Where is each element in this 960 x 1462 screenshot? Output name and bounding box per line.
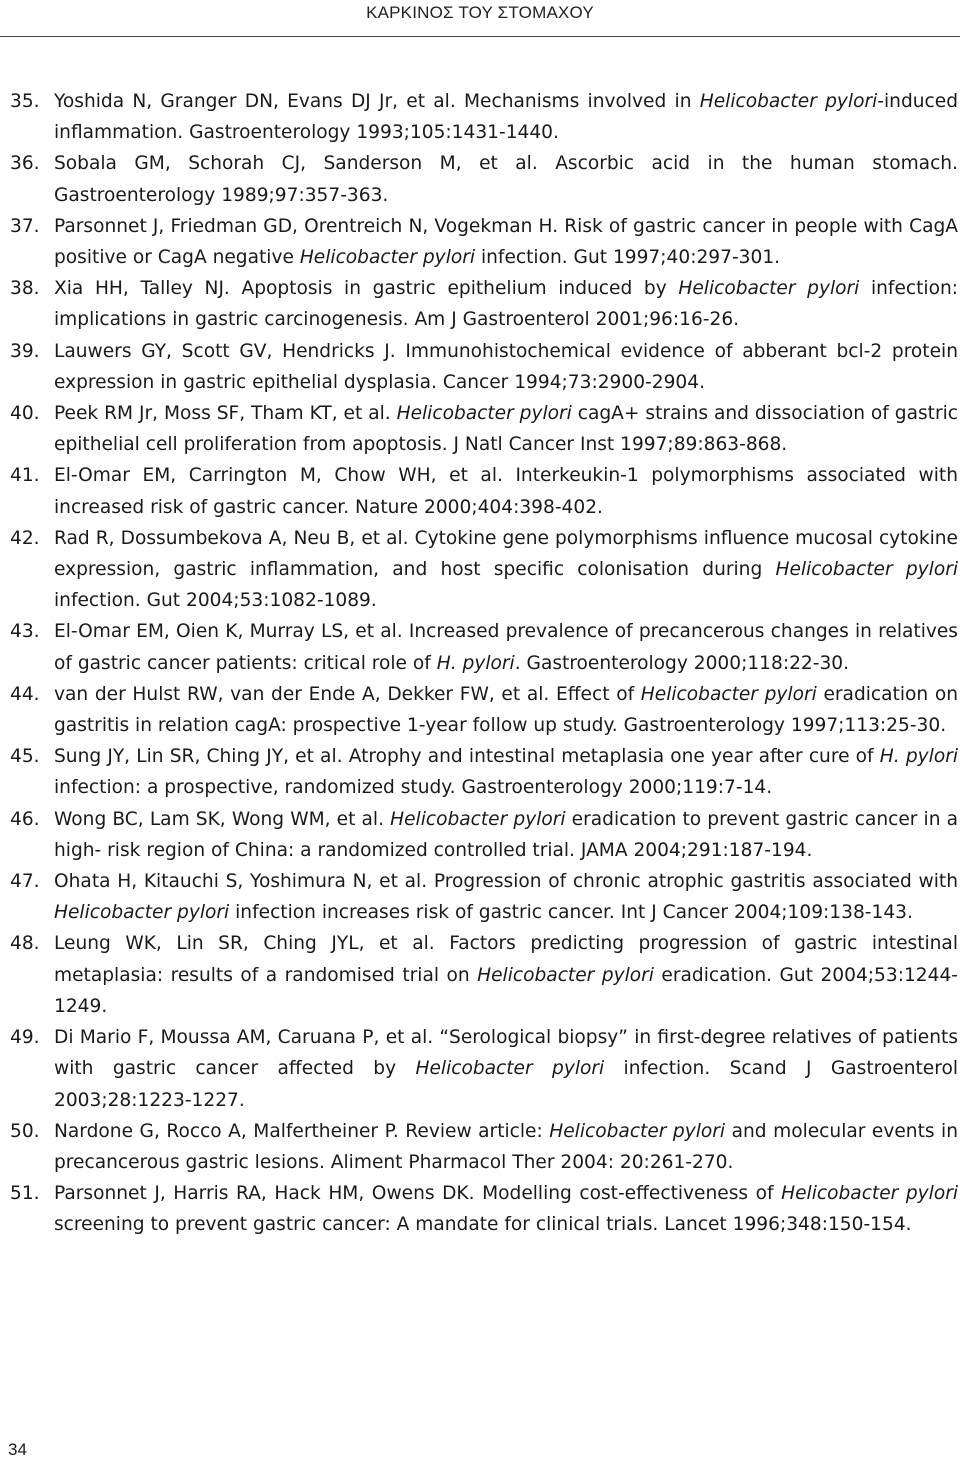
reference-italic-text: Helicobacter pylori [477,964,654,986]
reference-item [10,804,958,866]
reference-text: Ohata H, Kitauchi S, Yoshimura N, et al. Progression of chronic atrophic gastritis associated with [54,871,958,893]
reference-item [10,616,958,678]
reference-item [10,1022,958,1116]
reference-italic-text: Helicobacter pylori [781,1183,959,1205]
reference-number: 38. [10,278,40,300]
reference-text: and molecular events in precancerous gastric lesions. Aliment Pharmacol Ther 2004: 20:261-270. [54,1120,959,1173]
running-header: ΚΑΡΚΙΝΟΣ ΤΟΥ ΣΤΟΜΑΧΟΥ [366,3,594,22]
reference-text: van der Hulst RW, van der Ende A, Dekker FW, et al. Effect of [54,683,641,705]
reference-item [10,928,958,1022]
reference-text: Parsonnet J, Friedman GD, Orentreich N, Vogekman H. Risk of gastric cancer in people with CagA positive or CagA negative [54,215,958,269]
reference-text: infection. Gut 2004;53:1082-1089. [54,590,377,612]
reference-text: Lauwers GY, Scott GV, Hendricks J. Immunohistochemical evidence of abberant bcl-2 protein expression in gastric epithelial dysplasia. Cancer 1994;73:2900-2904. [54,340,958,393]
reference-item [10,1178,958,1240]
reference-text: Leung WK, Lin SR, Ching JYL, et al. Factors predicting progression of gastric intestinal metaplasia: results of a randomised trial on [54,933,958,986]
reference-italic-text: Helicobacter pylori [549,1120,726,1142]
reference-number: 49. [10,1027,40,1049]
reference-item [10,211,958,273]
reference-italic-text: H. pylori [879,746,959,768]
reference-number: 43. [10,621,40,643]
reference-item [10,148,958,210]
reference-item [10,460,958,522]
reference-item [10,273,958,335]
reference-item [10,523,958,617]
reference-number: 35. [10,91,40,112]
reference-text: Wong BC, Lam SK, Wong WM, et al. [54,808,391,830]
header-rule [0,36,960,37]
reference-number: 51. [10,1183,40,1205]
reference-italic-text: Helicobacter pylori [415,1058,605,1080]
reference-item [10,741,958,803]
reference-text: . Gastroenterology 2000;118:22-30. [514,652,850,674]
reference-text: infection: a prospective, randomized study. Gastroenterology 2000;119:7-14. [54,777,773,799]
reference-text: cagA+ strains and dissociation of gastric epithelial cell proliferation from apoptosis. J Natl Cancer Inst 1997;89:863-868. [54,403,958,456]
reference-italic-text: Helicobacter pylori [640,683,817,705]
reference-italic-text: H. pylori [436,652,515,674]
reference-italic-text: Helicobacter pylori [396,403,572,425]
reference-item [10,86,958,148]
reference-text: eradication on gastritis in relation cagA: prospective 1-year follow up study. Gastroenterology 1997;113:25-30. [54,683,959,737]
reference-text: El-Omar EM, Carrington M, Chow WH, et al. Interkeukin-1 polymorphisms associated with increased risk of gastric cancer. Nature 2000;404:398-402. [54,465,958,518]
reference-text: eradication. Gut 2004;53:1244-1249. [54,964,959,1017]
reference-item [10,398,958,460]
reference-number: 40. [10,403,40,425]
reference-italic-text: Helicobacter pylori [54,902,230,924]
reference-item [10,336,958,398]
reference-text: Rad R, Dossumbekova A, Neu B, et al. Cytokine gene polymorphisms influence mucosal cytokine expression, gastric inflammation, and host specific colonisation during [54,527,958,581]
reference-text: -induced inflammation. Gastroenterology 1993;105:1431-1440. [54,91,958,144]
reference-text: Sung JY, Lin SR, Ching JY, et al. Atrophy and intestinal metaplasia one year after cure of [54,746,880,768]
reference-text: Parsonnet J, Harris RA, Hack HM, Owens DK. Modelling cost-effectiveness of [54,1183,782,1205]
reference-text: Nardone G, Rocco A, Malfertheiner P. Review article: [54,1120,550,1142]
reference-item [10,1116,958,1178]
reference-italic-text: Helicobacter pylori [678,278,860,300]
reference-italic-text: Helicobacter pylori [390,808,566,830]
reference-item [10,866,958,928]
reference-number: 42. [10,527,40,549]
reference-text: El-Omar EM, Oien K, Murray LS, et al. Increased prevalence of precancerous changes in relatives of gastric cancer patients: critical role of [54,621,958,674]
reference-text: infection. Scand J Gastroenterol 2003;28:1223-1227. [54,1058,958,1111]
reference-text: Peek RM Jr, Moss SF, Tham KT, et al. [54,403,397,425]
reference-item [10,679,958,741]
reference-number: 44. [10,683,40,705]
reference-number: 39. [10,340,40,362]
reference-number: 45. [10,746,40,768]
page-number: 34 [8,1440,27,1459]
reference-text: infection. Gut 1997;40:297-301. [475,247,781,269]
reference-text: infection increases risk of gastric cancer. Int J Cancer 2004;109:138-143. [229,902,913,924]
reference-text: Yoshida N, Granger DN, Evans DJ Jr, et al. Mechanisms involved in [54,91,700,112]
reference-italic-text: Helicobacter pylori [299,247,476,269]
reference-text: eradication to prevent gastric cancer in a high- risk region of China: a randomized controlled trial. JAMA 2004;291:187-194. [54,808,959,861]
reference-number: 50. [10,1120,40,1142]
reference-number: 48. [10,933,40,955]
reference-number: 36. [10,153,40,175]
reference-text: infection: implications in gastric carcinogenesis. Am J Gastroenterol 2001;96:16-26. [54,278,958,331]
reference-text: Xia HH, Talley NJ. Apoptosis in gastric epithelium induced by [54,278,679,300]
reference-number: 47. [10,871,40,893]
reference-number: 37. [10,215,40,237]
reference-text: Sobala GM, Schorah CJ, Sanderson M, et al. Ascorbic acid in the human stomach. Gastroenterology 1989;97:357-363. [54,153,958,206]
reference-text: screening to prevent gastric cancer: A mandate for clinical trials. Lancet 1996;348:150-154. [54,1214,912,1236]
reference-number: 46. [10,808,40,830]
reference-italic-text: Helicobacter pylori [775,559,959,581]
reference-italic-text: Helicobacter pylori [699,91,878,112]
reference-list [10,86,958,1241]
reference-text: Di Mario F, Moussa AM, Caruana P, et al. “Serological biopsy” in first-degree relatives of patients with gastric cancer affected by [54,1027,958,1080]
reference-number: 41. [10,465,40,487]
